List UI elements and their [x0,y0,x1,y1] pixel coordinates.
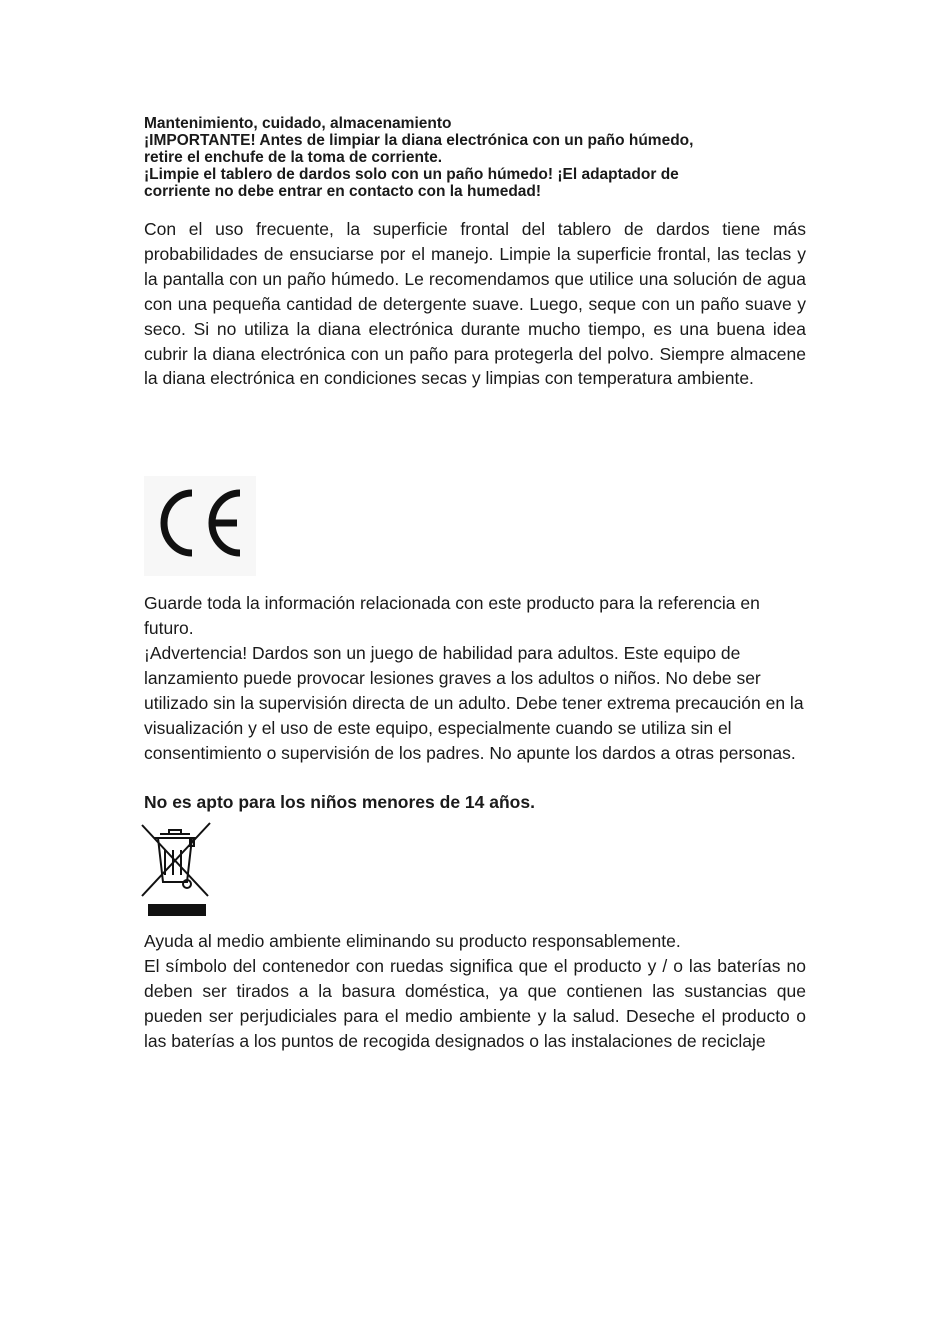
ce-mark-icon [144,476,256,576]
maintenance-paragraph: Con el uso frecuente, la superficie frontal del tablero de dardos tiene más probabilidades de ensuciarse por el manejo. Limpie la superficie frontal, las teclas y la pantalla con un paño húmedo. Le recomendamos que utilice una solución de agua con una pequeña cantidad de detergente suave. Luego, seque con un paño suave y seco. Si no utiliza la diana electrónica durante mucho tiempo, es una buena idea cubrir la diana electrónica con un paño para protegerla del polvo. Siempre almacene la diana electrónica en condiciones secas y limpias con temperatura ambiente. [144,219,806,389]
heading-title: Mantenimiento, cuidado, almacenamiento [144,115,452,132]
weee-symbol [140,820,212,918]
maintenance-heading [144,115,806,200]
environment-line: Ayuda al medio ambiente eliminando su producto responsablemente. [144,931,681,951]
heading-line: retire el enchufe de la toma de corriente. [144,149,443,166]
age-warning: No es apto para los niños menores de 14 años. [144,792,535,812]
disposal-paragraph: El símbolo del contenedor con ruedas significa que el producto y / o las baterías no deben ser tirados a la basura doméstica, ya que contienen las sustancias que pueden ser perjudiciales para el medio ambiente y la salud. Deseche el producto o las baterías a los puntos de recogida designados o las instalaciones de reciclaje [144,956,806,1051]
crossed-out-wheelie-bin-icon [140,820,212,918]
heading-line: corriente no debe entrar en contacto con la humedad! [144,183,542,200]
heading-line: ¡IMPORTANTE! Antes de limpiar la diana electrónica con un paño húmedo, [144,132,694,149]
warning-paragraph: ¡Advertencia! Dardos son un juego de habilidad para adultos. Este equipo de lanzamiento puede provocar lesiones graves a los adultos o niños. No debe ser utilizado sin la supervisión directa de un adulto. Debe tener extrema precaución en la visualización y el uso de este equipo, especialmente cuando se utiliza sin el consentimiento o supervisión de los padres. No apunte los dardos a otras personas. [144,643,804,763]
heading-line: ¡Limpie el tablero de dardos solo con un paño húmedo! ¡El adaptador de [144,166,679,183]
info-paragraph: Guarde toda la información relacionada con este producto para la referencia en futuro. [144,593,760,638]
ce-mark [144,476,256,576]
